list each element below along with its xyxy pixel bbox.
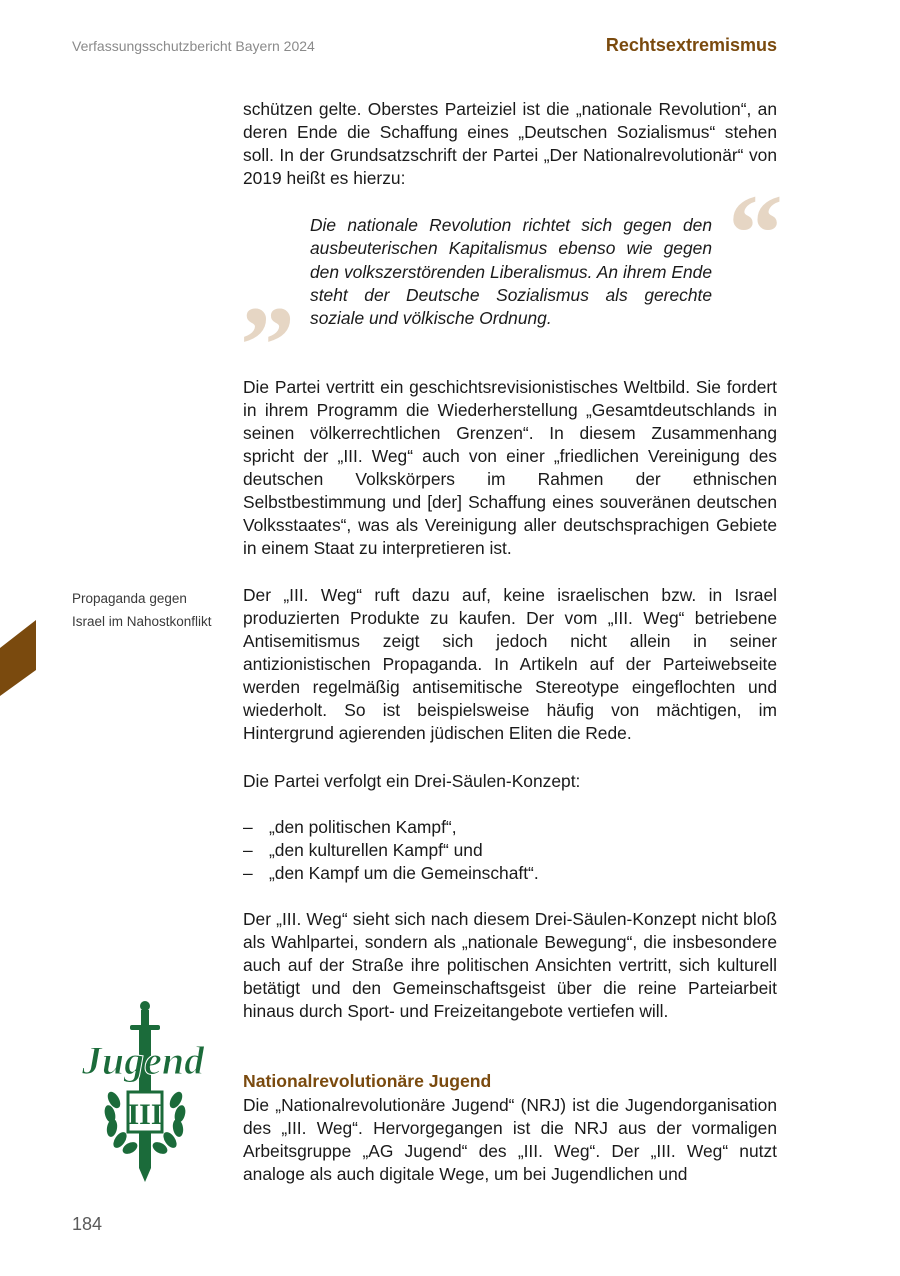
- list-item-text: „den Kampf um die Gemeinschaft“.: [269, 863, 539, 883]
- margin-note: Propaganda gegen Israel im Nahostkonflikt: [72, 591, 212, 629]
- list-item: [243, 862, 539, 885]
- section-subheading: Nationalrevolutionäre Jugend: [243, 1071, 492, 1091]
- logo-word: Jugend: [81, 1038, 205, 1083]
- list-item: [243, 839, 539, 862]
- running-header-section: Rechtsextremismus: [605, 35, 777, 55]
- paragraph-konzept: [243, 770, 777, 793]
- list-item-text: „den kulturellen Kampf“ und: [269, 840, 483, 860]
- quote-close-mark: ”: [240, 284, 295, 406]
- chapter-edge-tab: [0, 620, 36, 696]
- quote-open-mark: “: [728, 172, 783, 294]
- paragraph-nrj: [243, 1094, 777, 1186]
- block-quote: Die nationale Revolution richtet sich gegen den ausbeuterischen Kapitalismus ebenso wie gegen den volkszerstörenden Liberalismus. An ihrem Ende steht der Deutsche Sozialismus als gerechte soziale und völkische Ordnung.: [310, 215, 712, 329]
- list-dash: –: [243, 840, 253, 860]
- list-dash: –: [243, 863, 253, 883]
- paragraph-weltbild: [243, 376, 777, 560]
- paragraph-nrj-text: Die „Nationalrevolutionäre Jugend“ (NRJ) ist die Jugendorganisation des „III. Weg“. Hervorgegangen ist die NRJ aus der vormaligen Arbeitsgruppe „AG Jugend“ des „III. Weg“. Der „III. Weg“ nutzt analoge als auch digitale Wege, um bei Jugendlichen und: [243, 1095, 777, 1184]
- intro-paragraph-text: schützen gelte. Oberstes Parteiziel ist die „nationale Revolution“, an deren Ende die Schaffung eines „Deutschen Sozialismus“ stehen soll. In der Grundsatzschrift der Partei „Der Nationalrevolutionär“ von 2019 heißt es hierzu:: [243, 99, 777, 188]
- paragraph-bewegung: [243, 908, 777, 1023]
- paragraph-bewegung-text: Der „III. Weg“ sieht sich nach diesem Drei-Säulen-Konzept nicht bloß als Wahlpartei, sondern als „nationale Bewegung“, die insbesondere auch auf der Straße ihre politischen Ansichten vertritt, sich kulturell betätigt und den Gemeinschaftsgeist über die reine Parteiarbeit hinaus durch Sport- und Freizeitangebote vertiefen will.: [243, 909, 777, 1021]
- paragraph-propaganda-text: Der „III. Weg“ ruft dazu auf, keine israelischen bzw. in Israel produzierten Produkte zu kaufen. Der vom „III. Weg“ betriebene Antisemitismus zeigt sich jedoch nicht allein in seiner antizionistischen Propaganda. In Artikeln auf der Parteiwebseite werden regelmäßig antisemitische Stereotype eingeflochten und wiederholt. So ist beispielsweise häufig von mächtigen, im Hintergrund agierenden jüdischen Eliten die Rede.: [243, 585, 777, 743]
- list-dash: –: [243, 817, 253, 837]
- paragraph-propaganda: [243, 584, 777, 745]
- three-pillar-list: [243, 816, 539, 885]
- page-number: 184: [72, 1214, 103, 1234]
- paragraph-konzept-text: Die Partei verfolgt ein Drei-Säulen-Konzept:: [243, 771, 581, 791]
- list-item: [243, 816, 539, 839]
- list-item-text: „den politischen Kampf“,: [269, 817, 457, 837]
- intro-paragraph: [243, 98, 777, 190]
- running-header-left: Verfassungsschutzbericht Bayern 2024: [72, 38, 315, 54]
- logo-numeral: III: [127, 1098, 163, 1131]
- paragraph-weltbild-text: Die Partei vertritt ein geschichtsrevisionistisches Weltbild. Sie fordert in ihrem Programm die Wiederherstellung „Gesamtdeutschlands in seinen völkerrechtlichen Grenzen“. In diesem Zusammenhang spricht der „III. Weg“ auch von einer „friedlichen Vereinigung des deutschen Volkskörpers im Rahmen der ethnischen Selbstbestimmung und [der] Schaffung eines souveränen deutschen Volksstaates“, was als Vereinigung aller deutschsprachigen Gebiete in einem Staat zu interpretieren ist.: [243, 377, 777, 558]
- jugend-logo-emblem: [70, 1000, 216, 1184]
